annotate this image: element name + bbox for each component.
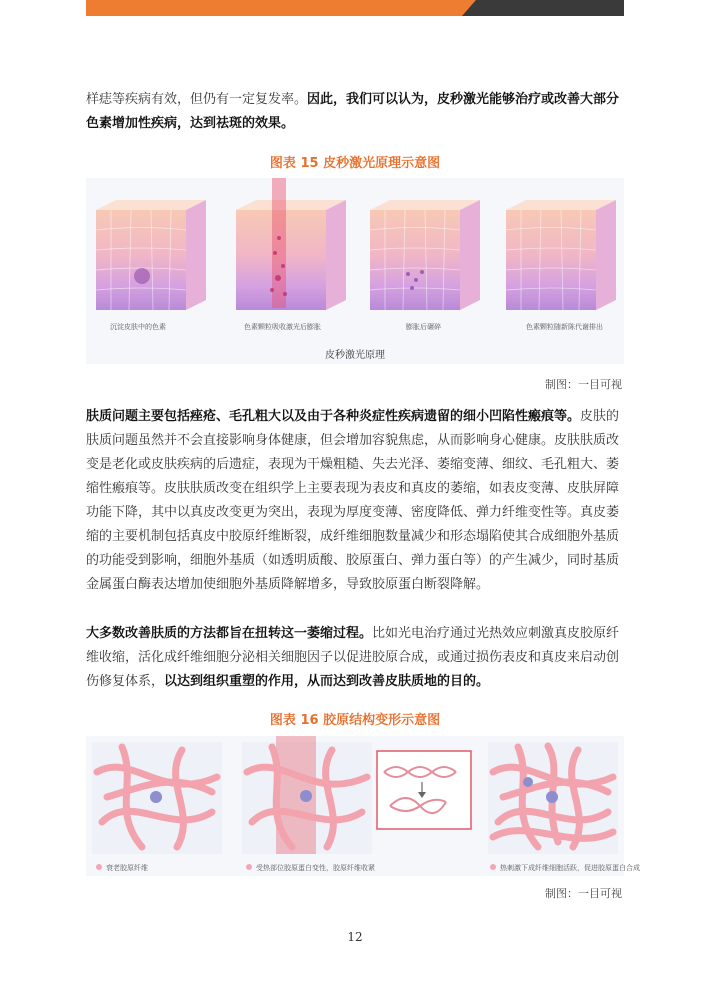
collagen-panel-1	[92, 742, 222, 854]
skin-panel-2	[232, 178, 346, 312]
paragraph-1: 样痣等疾病有效，但仍有一定复发率。因此，我们可以认为，皮秒激光能够治疗或改善大部分色素增加性疾病，达到祛斑的效果。	[86, 92, 620, 131]
skin-panel-2-caption: 色素颗粒吸收激光后膨胀	[244, 323, 321, 331]
collagen-panel-2	[242, 736, 372, 856]
header-dark-bar	[462, 0, 624, 16]
figure-16-title: 图表 16 胶原结构变形示意图	[269, 713, 441, 728]
skin-panel-1	[96, 200, 206, 312]
figure-15-credit: 制图：一目可视	[545, 378, 622, 391]
legend-dot-1	[96, 864, 102, 870]
figure-16-image	[86, 736, 640, 876]
skin-panel-4	[506, 200, 616, 312]
legend-label-1: 衰老胶原纤维	[106, 864, 148, 872]
skin-panel-1-caption: 沉淀皮肤中的色素	[110, 323, 166, 331]
figure-16-credit: 制图：一目可视	[545, 887, 622, 900]
collagen-zoom-callout	[376, 750, 472, 830]
skin-panel-3-caption: 膨胀后碾碎	[406, 323, 441, 331]
header-orange-bar	[86, 0, 476, 16]
collagen-panel-3	[488, 742, 618, 854]
legend-label-2: 受热部位胶原蛋白变性，胶原纤维收紧	[256, 864, 375, 872]
skin-panel-3	[370, 200, 480, 312]
paragraph-2: 肤质问题主要包括痤疮、毛孔粗大以及由于各种炎症性疾病遗留的细小凹陷性瘢痕等。皮肤的肤质问题虽然并不会直接影响身体健康，但会增加容貌焦虑，从而影响身心健康。皮肤肤质改变是老化或皮肤疾病的后遗症，表现为干燥粗糙、失去光泽、萎缩变薄、细纹、毛孔粗大、萎缩性瘢痕等。皮肤肤质改变在组织学上主要表现为表皮和真皮的萎缩，如表皮变薄、皮肤屏障功能下降，其中以真皮改变更为突出，表现为厚度变薄、密度降低、弹力纤维变性等。真皮萎缩的主要机制包括真皮中胶原纤维断裂，成纤维细胞数量减少和形态塌陷使其合成细胞外基质的功能受到影响，细胞外基质（如透明质酸、胶原蛋白、弹力蛋白等）的产生减少，同时基质金属蛋白酶表达增加使细胞外基质降解增多，导致胶原蛋白断裂降解。	[86, 409, 620, 592]
legend-label-3: 热刺激下成纤维细胞活跃，促进胶原蛋白合成	[500, 864, 640, 872]
figure-15-caption: 皮秒激光原理	[325, 350, 385, 361]
paragraph-3: 大多数改善肤质的方法都旨在扭转这一萎缩过程。比如光电治疗通过光热效应刺激真皮胶原纤维收缩，活化成纤维细胞分泌相关细胞因子以促进胶原合成，或通过损伤表皮和真皮来启动创伤修复体系，以达到组织重塑的作用，从而达到改善皮肤质地的目的。	[86, 626, 620, 689]
legend-dot-3	[490, 864, 496, 870]
figure-15-title: 图表 15 皮秒激光原理示意图	[269, 156, 441, 171]
figure-15-image	[86, 178, 624, 364]
skin-panel-4-caption: 色素颗粒随新陈代谢排出	[526, 323, 603, 331]
legend-dot-2	[246, 864, 252, 870]
page-number: 12	[347, 930, 363, 944]
